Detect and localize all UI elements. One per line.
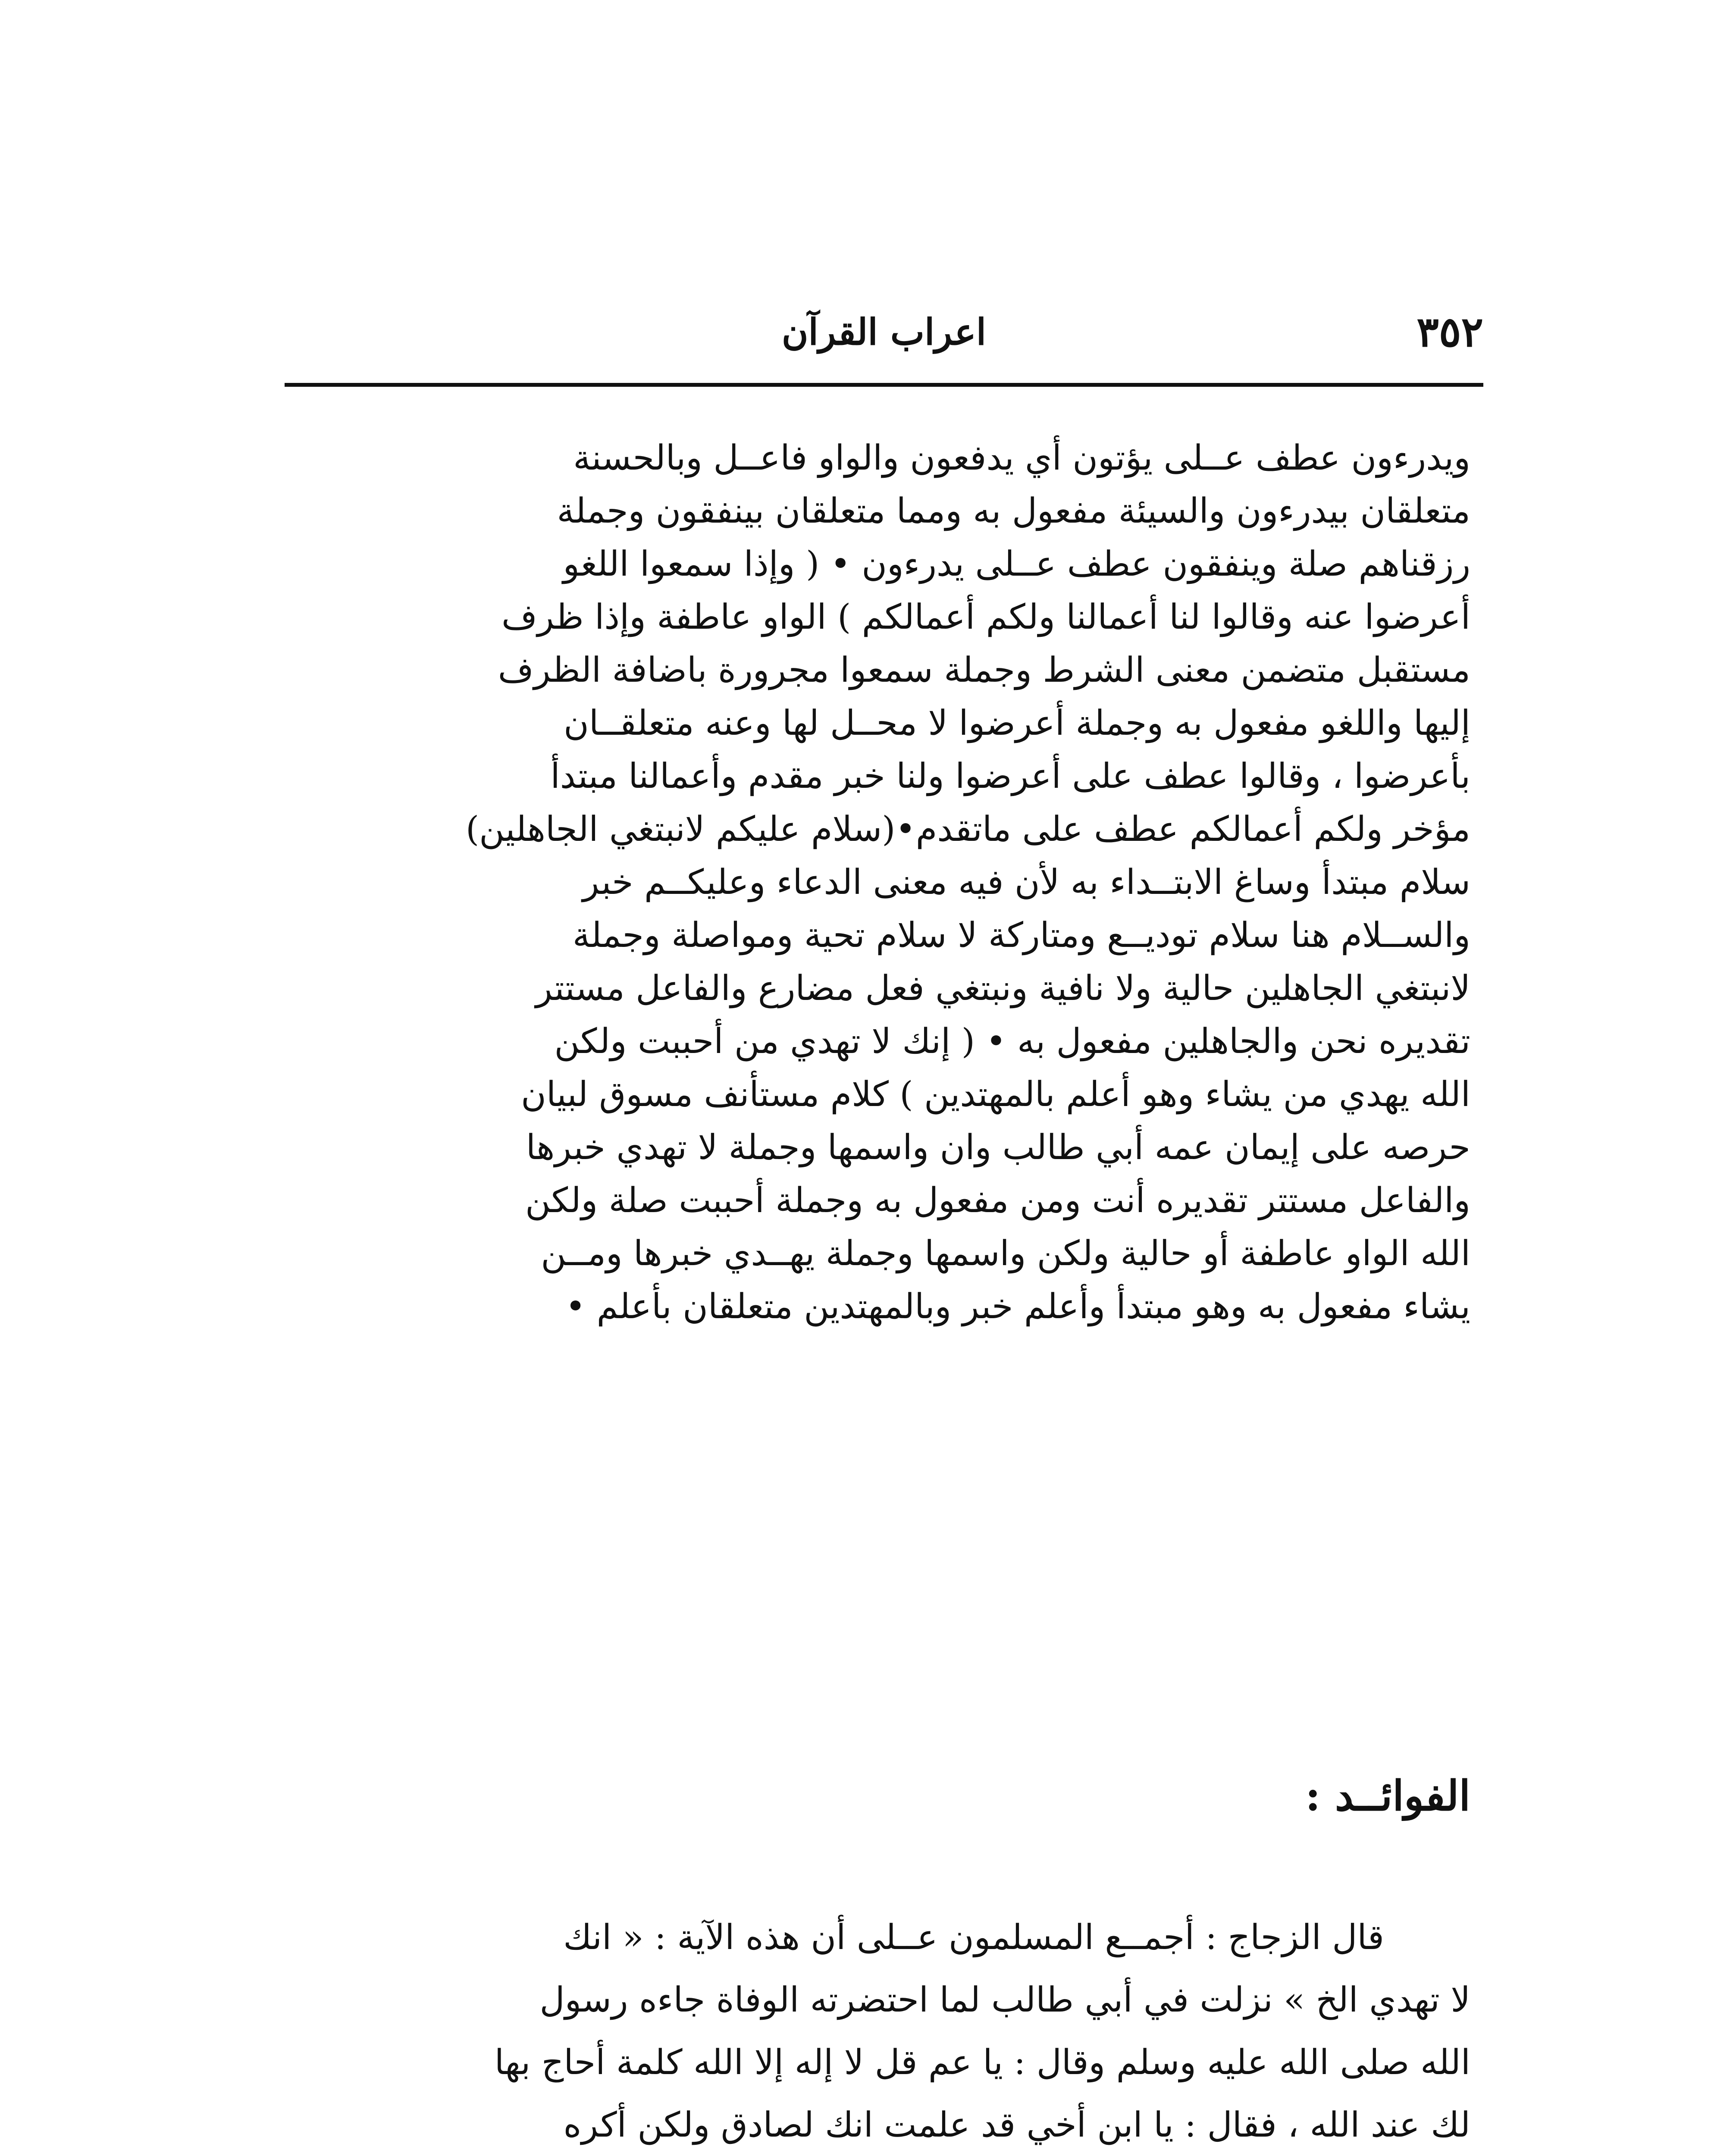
text-line: متعلقان بيدرءون والسيئة مفعول به ومما متعلقان بينفقون وجملة — [557, 491, 1470, 531]
text-line: الله صلى الله عليه وسلم وقال : يا عم قل لا إله إلا الله كلمة أحاج بها — [494, 2042, 1470, 2082]
text-line: الله يهدي من يشاء وهو أعلم بالمهتدين ) كلام مستأنف مسوق لبيان — [521, 1074, 1470, 1114]
text-line: سلام مبتدأ وساغ الابتــداء به لأن فيه معنى الدعاء وعليكــم خبر — [582, 862, 1470, 902]
text-line: بأعرضوا ، وقالوا عطف على أعرضوا ولنا خبر مقدم وأعمالنا مبتدأ — [550, 756, 1470, 796]
header-divider — [285, 383, 1483, 387]
text-line: الله الواو عاطفة أو حالية ولكن واسمها وجملة يهــدي خبرها ومــن — [541, 1233, 1470, 1273]
text-line: لانبتغي الجاهلين حالية ولا نافية ونبتغي فعل مضارع والفاعل مستتر — [536, 968, 1470, 1008]
text-line: والفاعل مستتر تقديره أنت ومن مفعول به وجملة أحببت صلة ولكن — [525, 1180, 1470, 1220]
text-line: إليها واللغو مفعول به وجملة أعرضوا لا محــل لها وعنه متعلقــان — [564, 703, 1470, 743]
main-text-block — [298, 431, 1470, 1333]
text-line: رزقناهم صلة وينفقون عطف عــلى يدرءون • ( وإذا سمعوا اللغو — [563, 544, 1470, 584]
text-line: لا تهدي الخ » نزلت في أبي طالب لما احتضرته الوفاة جاءه رسول — [539, 1980, 1470, 2020]
text-line: حرصه على إيمان عمه أبي طالب وان واسمها وجملة لا تهدي خبرها — [526, 1127, 1470, 1167]
text-line: تقديره نحن والجاهلين مفعول به • ( إنك لا تهدي من أحببت ولكن — [554, 1021, 1470, 1061]
text-line: مؤخر ولكم أعمالكم عطف على ماتقدم•(سلام عليكم لانبتغي الجاهلين) — [465, 809, 1470, 849]
text-line: قال الزجاج : أجمــع المسلمون عــلى أن هذه الآية : « انك — [563, 1917, 1384, 1957]
page-number: ٣٥٢ — [1416, 307, 1483, 356]
text-line: ويدرءون عطف عــلى يؤتون أي يدفعون والواو فاعــل وبالحسنة — [573, 438, 1470, 478]
text-line: يشاء مفعول به وهو مبتدأ وأعلم خبر وبالمهتدين متعلقان بأعلم • — [565, 1286, 1470, 1326]
text-line: مستقبل متضمن معنى الشرط وجملة سمعوا مجرورة باضافة الظرف — [498, 650, 1470, 690]
text-line: لك عند الله ، فقال : يا ابن أخي قد علمت انك لصادق ولكن أكره — [563, 2105, 1470, 2145]
book-title: اعراب القرآن — [781, 310, 987, 353]
text-line: والســلام هنا سلام توديــع ومتاركة لا سلام تحية ومواصلة وجملة — [572, 915, 1470, 955]
benefits-text-block — [298, 1906, 1470, 2156]
text-line: أعرضوا عنه وقالوا لنا أعمالنا ولكم أعمالكم ) الواو عاطفة وإذا ظرف — [501, 597, 1470, 637]
section-heading-benefits: الفوائــد : — [1305, 1771, 1470, 1820]
running-header — [285, 302, 1483, 362]
